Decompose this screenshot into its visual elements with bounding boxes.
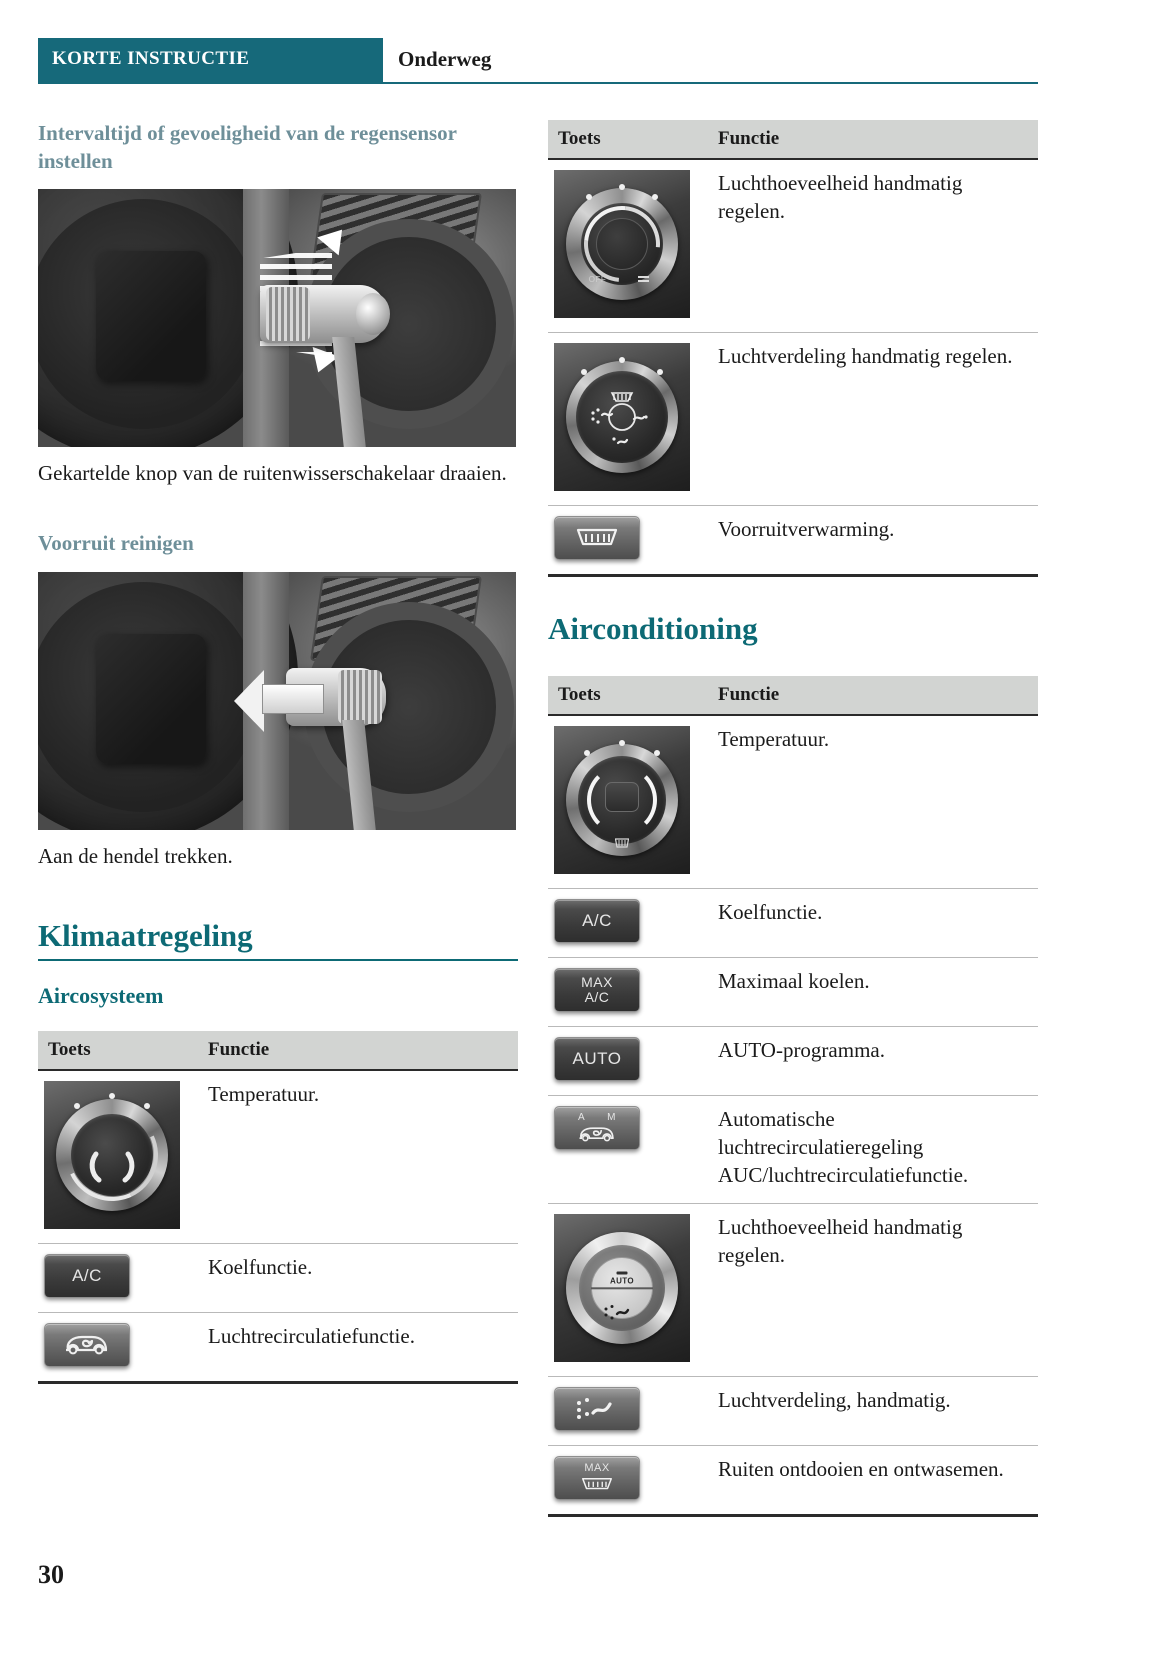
table-row <box>548 1446 1038 1515</box>
fan-speed-knob-icon <box>554 170 690 318</box>
left-column <box>38 120 518 1384</box>
table-row <box>548 333 1038 506</box>
cell-icon <box>548 715 708 889</box>
cell-function: Luchtrecirculatiefunctie. <box>208 1324 415 1349</box>
recirculation-button-icon[interactable] <box>44 1323 130 1367</box>
max-ac-label-line2: A/C <box>584 989 610 1006</box>
ac-button-label: A/C <box>582 911 612 931</box>
cell-icon <box>548 1096 708 1204</box>
cell-icon <box>548 159 708 333</box>
table-row <box>548 1096 1038 1204</box>
max-ac-label-line1: MAX <box>581 974 613 991</box>
page-header <box>38 38 1038 82</box>
heading-clean-windshield: Voorruit reinigen <box>38 530 194 555</box>
temperature-knob-icon <box>44 1081 180 1229</box>
table-row <box>38 1070 518 1244</box>
fan-off-label: OFF <box>588 275 607 285</box>
cell-icon <box>548 889 708 958</box>
image-wiper-pull-lever <box>38 572 516 830</box>
cell-function: Maximaal koelen. <box>708 958 1038 1027</box>
table-row <box>548 506 1038 575</box>
column-header-functie: Functie <box>708 120 1038 159</box>
header-band-label: KORTE INSTRUCTIE <box>52 48 250 69</box>
max-defrost-button-icon[interactable] <box>554 1456 640 1500</box>
auto-button-icon[interactable] <box>554 1037 640 1081</box>
caption-rain-sensor: Gekartelde knop van de ruitenwisserschakelaar draaien. <box>38 461 507 486</box>
cell-function: Voorruitverwarming. <box>718 517 895 541</box>
cell-function: AUTO-programma. <box>708 1027 1038 1096</box>
cell-icon <box>548 1204 708 1377</box>
table-row <box>548 1027 1038 1096</box>
cell-function: Temperatuur. <box>708 715 1038 889</box>
table-row <box>548 889 1038 958</box>
heading-airconditioning: Airconditioning <box>548 610 758 646</box>
header-rule <box>38 82 1038 84</box>
cell-function: Ruiten ontdooien en ontwasemen. <box>718 1457 1004 1482</box>
heading-rain-sensor: Intervaltijd of gevoeligheid van de regensensor instellen <box>38 121 457 173</box>
max-defrost-label: MAX <box>584 1462 610 1475</box>
ac-button-icon[interactable] <box>44 1254 130 1298</box>
cell-icon <box>548 333 708 506</box>
column-header-functie: Functie <box>708 676 1038 715</box>
table-header-row <box>548 120 1038 159</box>
cell-function: Luchtverdeling handmatig regelen. <box>708 333 1038 506</box>
heading-aircosysteem: Aircosysteem <box>38 982 164 1008</box>
image-wiper-knob-rotate <box>38 189 516 447</box>
windshield-defrost-button-icon[interactable] <box>554 516 640 560</box>
auto-fan-knob-icon <box>554 1214 690 1362</box>
table-header-row <box>38 1031 518 1070</box>
table-aircosysteem <box>38 1031 518 1381</box>
pull-arrow-icon <box>234 668 330 730</box>
cell-function: Luchtverdeling, handmatig. <box>708 1377 1038 1446</box>
cell-icon <box>548 1446 708 1515</box>
page-title: Onderweg <box>398 47 492 71</box>
cell-function: Koelfunctie. <box>708 889 1038 958</box>
table-row <box>548 1204 1038 1377</box>
table-row <box>548 958 1038 1027</box>
ac-button-icon[interactable] <box>554 899 640 943</box>
auc-recirculation-button-icon[interactable] <box>554 1106 640 1150</box>
table-row <box>38 1244 518 1313</box>
auto-button-label: AUTO <box>572 1049 622 1069</box>
cell-function: Temperatuur. <box>198 1070 518 1244</box>
auc-label-m: M <box>607 1111 616 1123</box>
page-number: 30 <box>38 1560 64 1589</box>
cell-function: Koelfunctie. <box>198 1244 518 1313</box>
cell-icon <box>38 1313 198 1382</box>
max-ac-button-icon[interactable] <box>554 968 640 1012</box>
ac-button-label: A/C <box>72 1266 102 1286</box>
cell-icon <box>38 1070 198 1244</box>
heading-climate-control: Klimaatregeling <box>38 917 253 953</box>
table-climate-controls <box>548 120 1038 574</box>
column-header-functie: Functie <box>198 1031 518 1070</box>
column-header-toets: Toets <box>38 1031 198 1070</box>
cell-function: Luchthoeveelheid handmatig regelen. <box>708 1204 1038 1377</box>
column-header-toets: Toets <box>548 676 708 715</box>
table-bottom-rule <box>38 1381 518 1384</box>
cell-icon <box>548 958 708 1027</box>
table-bottom-rule <box>548 574 1038 577</box>
heading-rule <box>38 959 518 961</box>
cell-icon <box>38 1244 198 1313</box>
cell-icon <box>548 1377 708 1446</box>
table-row <box>38 1313 518 1382</box>
table-bottom-rule <box>548 1514 1038 1517</box>
cell-function: Luchthoeveelheid handmatig regelen. <box>708 159 1038 333</box>
air-distribution-knob-icon <box>554 343 690 491</box>
caption-pull-lever: Aan de hendel trekken. <box>38 843 233 868</box>
auc-label-a: A <box>577 1111 586 1123</box>
column-header-toets: Toets <box>548 120 708 159</box>
table-row <box>548 1377 1038 1446</box>
table-header-row <box>548 676 1038 715</box>
cell-icon <box>548 1027 708 1096</box>
right-column <box>548 120 1038 1517</box>
table-row <box>548 715 1038 889</box>
airflow-button-icon[interactable] <box>554 1387 640 1431</box>
table-airconditioning <box>548 676 1038 1514</box>
cell-function: Automatische luchtrecirculatieregeling AUC/luchtrecirculatiefunctie. <box>708 1096 1038 1204</box>
cell-icon <box>548 506 708 575</box>
auto-knob-label: AUTO <box>609 1277 635 1287</box>
ac-temperature-knob-icon <box>554 726 690 874</box>
table-row <box>548 159 1038 333</box>
